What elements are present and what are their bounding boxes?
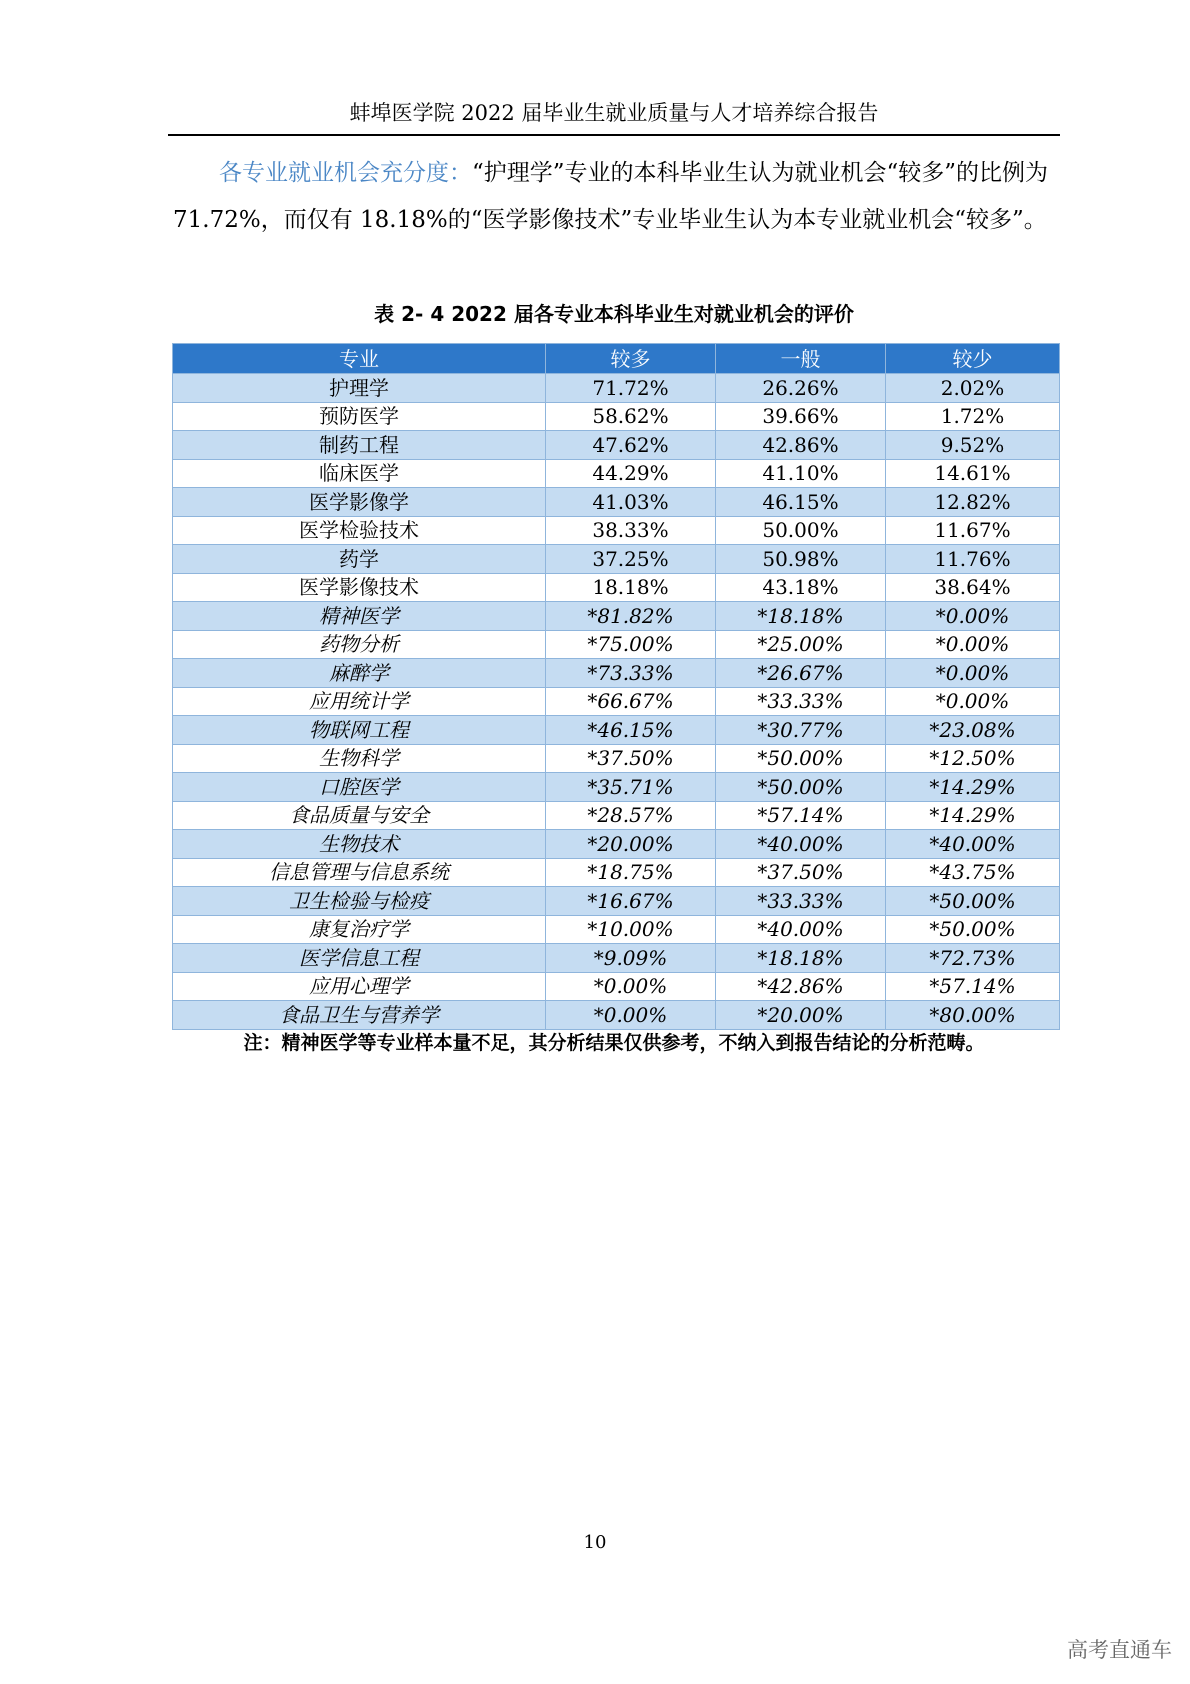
cell-major: 康复治疗学 (173, 915, 546, 944)
cell-major: 精神医学 (173, 602, 546, 631)
table-row (173, 1001, 1060, 1030)
cell-less: 12.82% (886, 488, 1060, 517)
table-row (173, 659, 1060, 688)
cell-major: 食品卫生与营养学 (173, 1001, 546, 1030)
cell-normal: *40.00% (716, 830, 886, 859)
cell-major: 医学影像学 (173, 488, 546, 517)
table-row (173, 687, 1060, 716)
table-row (173, 915, 1060, 944)
cell-more: *0.00% (546, 1001, 716, 1030)
cell-normal: 42.86% (716, 431, 886, 460)
paragraph-lead: 各专业就业机会充分度： (219, 160, 472, 186)
table-row (173, 402, 1060, 431)
cell-less: *23.08% (886, 716, 1060, 745)
cell-normal: *18.18% (716, 602, 886, 631)
cell-major: 医学信息工程 (173, 944, 546, 973)
cell-normal: 50.98% (716, 545, 886, 574)
cell-normal: *37.50% (716, 858, 886, 887)
cell-normal: 50.00% (716, 516, 886, 545)
cell-more: *9.09% (546, 944, 716, 973)
cell-more: 47.62% (546, 431, 716, 460)
cell-major: 麻醉学 (173, 659, 546, 688)
cell-more: *16.67% (546, 887, 716, 916)
cell-normal: *20.00% (716, 1001, 886, 1030)
cell-major: 护理学 (173, 374, 546, 403)
cell-less: *80.00% (886, 1001, 1060, 1030)
cell-major: 应用心理学 (173, 972, 546, 1001)
cell-major: 制药工程 (173, 431, 546, 460)
cell-less: 2.02% (886, 374, 1060, 403)
cell-more: *0.00% (546, 972, 716, 1001)
cell-major: 应用统计学 (173, 687, 546, 716)
cell-major: 预防医学 (173, 402, 546, 431)
table-row (173, 374, 1060, 403)
cell-normal: 43.18% (716, 573, 886, 602)
cell-less: 14.61% (886, 459, 1060, 488)
report-title: 蚌埠医学院 2022 届毕业生就业质量与人才培养综合报告 (349, 101, 879, 125)
table-row (173, 488, 1060, 517)
cell-more: *81.82% (546, 602, 716, 631)
cell-normal: *30.77% (716, 716, 886, 745)
table-row (173, 630, 1060, 659)
cell-major: 生物技术 (173, 830, 546, 859)
table-note: 注：精神医学等专业样本量不足，其分析结果仅供参考，不纳入到报告结论的分析范畴。 (243, 1032, 985, 1054)
cell-more: 38.33% (546, 516, 716, 545)
cell-major: 口腔医学 (173, 773, 546, 802)
cell-normal: 26.26% (716, 374, 886, 403)
cell-normal: 46.15% (716, 488, 886, 517)
table-body (173, 374, 1060, 1030)
cell-less: 1.72% (886, 402, 1060, 431)
cell-major: 医学检验技术 (173, 516, 546, 545)
table-header-row (173, 344, 1060, 374)
table-row (173, 944, 1060, 973)
cell-more: *18.75% (546, 858, 716, 887)
cell-less: *0.00% (886, 630, 1060, 659)
table-row (173, 773, 1060, 802)
cell-major: 卫生检验与检疫 (173, 887, 546, 916)
table-row (173, 431, 1060, 460)
cell-more: *35.71% (546, 773, 716, 802)
cell-less: *0.00% (886, 687, 1060, 716)
cell-normal: *50.00% (716, 744, 886, 773)
table-row (173, 801, 1060, 830)
header-less: 较少 (886, 344, 1060, 374)
table-caption: 表 2- 4 2022 届各专业本科毕业生对就业机会的评价 (374, 302, 854, 326)
table-row (173, 830, 1060, 859)
header-normal: 一般 (716, 344, 886, 374)
cell-normal: *33.33% (716, 887, 886, 916)
cell-more: *20.00% (546, 830, 716, 859)
cell-less: 38.64% (886, 573, 1060, 602)
cell-less: *12.50% (886, 744, 1060, 773)
table-row (173, 744, 1060, 773)
cell-normal: *33.33% (716, 687, 886, 716)
cell-less: *40.00% (886, 830, 1060, 859)
cell-major: 临床医学 (173, 459, 546, 488)
table-row (173, 887, 1060, 916)
employment-opportunity-table (172, 343, 1060, 1030)
table-row (173, 602, 1060, 631)
paragraph-body: “护理学”专业的本科毕业生认为就业机会“较多”的比例为 71.72%，而仅有 18.18%的“医学影像技术”专业毕业生认为本专业就业机会“较多”。 (173, 160, 1049, 233)
cell-more: *28.57% (546, 801, 716, 830)
cell-normal: *40.00% (716, 915, 886, 944)
cell-less: 11.76% (886, 545, 1060, 574)
report-header (168, 98, 1060, 136)
cell-more: 18.18% (546, 573, 716, 602)
cell-more: *37.50% (546, 744, 716, 773)
cell-more: *75.00% (546, 630, 716, 659)
cell-more: *46.15% (546, 716, 716, 745)
cell-normal: *50.00% (716, 773, 886, 802)
table-row (173, 545, 1060, 574)
header-more: 较多 (546, 344, 716, 374)
cell-major: 物联网工程 (173, 716, 546, 745)
cell-more: 71.72% (546, 374, 716, 403)
cell-normal: *18.18% (716, 944, 886, 973)
cell-normal: *26.67% (716, 659, 886, 688)
cell-less: *57.14% (886, 972, 1060, 1001)
cell-normal: *42.86% (716, 972, 886, 1001)
cell-normal: *25.00% (716, 630, 886, 659)
cell-less: *50.00% (886, 915, 1060, 944)
cell-major: 医学影像技术 (173, 573, 546, 602)
table-row (173, 972, 1060, 1001)
cell-less: *0.00% (886, 659, 1060, 688)
header-major: 专业 (173, 344, 546, 374)
cell-less: *43.75% (886, 858, 1060, 887)
cell-major: 药学 (173, 545, 546, 574)
cell-more: 44.29% (546, 459, 716, 488)
table-row (173, 573, 1060, 602)
cell-more: *10.00% (546, 915, 716, 944)
table-row (173, 858, 1060, 887)
cell-major: 生物科学 (173, 744, 546, 773)
page-number: 10 (583, 1532, 607, 1553)
cell-major: 信息管理与信息系统 (173, 858, 546, 887)
cell-normal: 41.10% (716, 459, 886, 488)
watermark-logo: 高考直通车 (1067, 1638, 1172, 1662)
cell-major: 食品质量与安全 (173, 801, 546, 830)
cell-less: *72.73% (886, 944, 1060, 973)
cell-normal: 39.66% (716, 402, 886, 431)
cell-major: 药物分析 (173, 630, 546, 659)
cell-more: *66.67% (546, 687, 716, 716)
summary-paragraph (173, 150, 1063, 244)
cell-more: 37.25% (546, 545, 716, 574)
table-row (173, 459, 1060, 488)
cell-less: *0.00% (886, 602, 1060, 631)
cell-less: 11.67% (886, 516, 1060, 545)
cell-less: *50.00% (886, 887, 1060, 916)
cell-less: *14.29% (886, 773, 1060, 802)
cell-normal: *57.14% (716, 801, 886, 830)
cell-less: 9.52% (886, 431, 1060, 460)
table-row (173, 516, 1060, 545)
cell-more: 58.62% (546, 402, 716, 431)
cell-more: 41.03% (546, 488, 716, 517)
cell-more: *73.33% (546, 659, 716, 688)
cell-less: *14.29% (886, 801, 1060, 830)
table-row (173, 716, 1060, 745)
